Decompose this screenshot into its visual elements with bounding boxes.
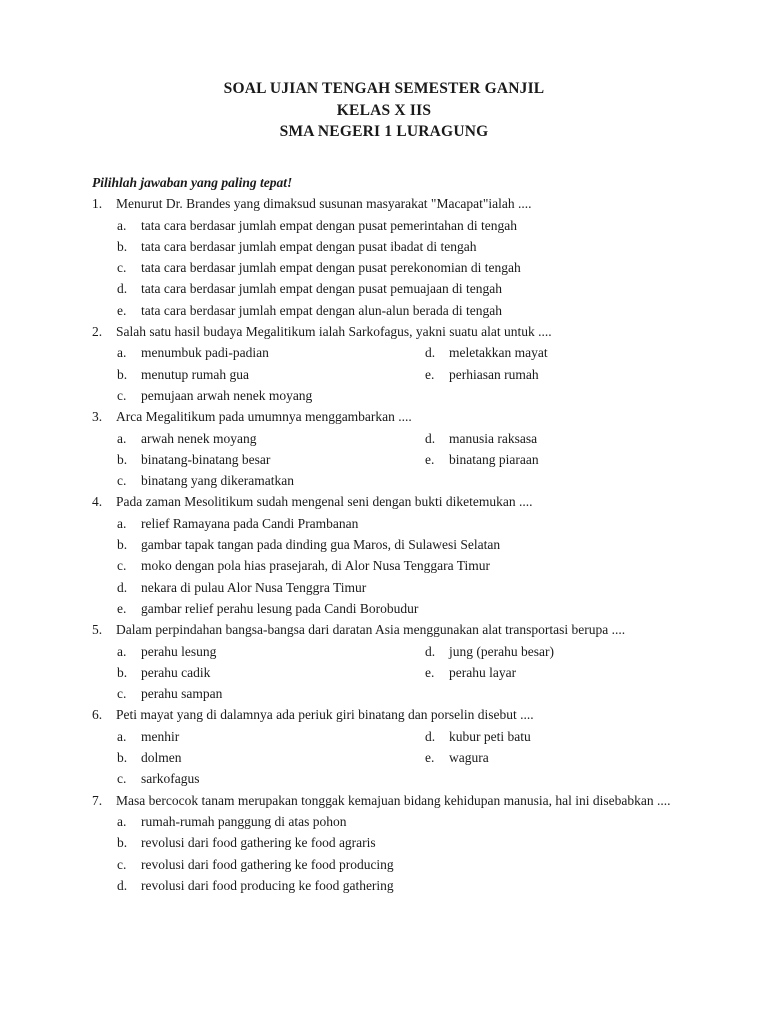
question-number: 2. bbox=[92, 324, 103, 340]
option-b bbox=[92, 832, 680, 853]
option-e bbox=[423, 747, 680, 768]
question-text: Menurut Dr. Brandes yang dimaksud susunan masyarakat "Macapat"ialah .... bbox=[116, 196, 532, 212]
option-letter: e. bbox=[425, 750, 435, 766]
question-7-options bbox=[92, 811, 680, 896]
question-number: 4. bbox=[92, 494, 103, 510]
option-d bbox=[92, 875, 680, 896]
question-2-options bbox=[92, 342, 680, 406]
option-letter: c. bbox=[117, 260, 127, 276]
question-7 bbox=[92, 790, 680, 811]
option-a bbox=[92, 513, 680, 534]
option-letter: d. bbox=[425, 430, 436, 446]
option-letter: e. bbox=[117, 600, 127, 616]
option-text: gambar relief perahu lesung pada Candi Borobudur bbox=[141, 600, 419, 616]
option-text: manusia raksasa bbox=[449, 430, 538, 446]
option-text: arwah nenek moyang bbox=[141, 430, 257, 446]
question-5-options bbox=[92, 641, 680, 705]
option-e bbox=[423, 364, 680, 385]
option-text: perahu layar bbox=[449, 664, 517, 680]
option-letter: c. bbox=[117, 387, 127, 403]
option-letter: a. bbox=[117, 728, 127, 744]
option-letter: b. bbox=[117, 664, 128, 680]
question-text: Pada zaman Mesolitikum sudah mengenal seni dengan bukti diketemukan .... bbox=[116, 494, 533, 510]
option-letter: b. bbox=[117, 238, 128, 254]
option-letter: c. bbox=[117, 686, 127, 702]
option-letter: d. bbox=[117, 579, 128, 595]
question-5 bbox=[92, 619, 680, 640]
option-letter: a. bbox=[117, 430, 127, 446]
question-4 bbox=[92, 491, 680, 512]
option-text: tata cara berdasar jumlah empat dengan pusat perekonomian di tengah bbox=[141, 260, 521, 276]
option-text: dolmen bbox=[141, 750, 182, 766]
option-text: revolusi dari food producing ke food gathering bbox=[141, 877, 394, 893]
option-letter: d. bbox=[425, 728, 436, 744]
option-text: menhir bbox=[141, 728, 180, 744]
question-3 bbox=[92, 406, 680, 427]
option-a bbox=[92, 726, 423, 747]
option-c bbox=[92, 854, 680, 875]
option-d bbox=[92, 278, 680, 299]
option-text: tata cara berdasar jumlah empat dengan pusat ibadat di tengah bbox=[141, 238, 477, 254]
question-6 bbox=[92, 704, 680, 725]
option-text: pemujaan arwah nenek moyang bbox=[141, 387, 313, 403]
option-letter: c. bbox=[117, 771, 127, 787]
option-c bbox=[92, 768, 423, 789]
option-text: jung (perahu besar) bbox=[449, 643, 554, 659]
option-letter: d. bbox=[117, 877, 128, 893]
option-letter: e. bbox=[425, 451, 435, 467]
option-letter: a. bbox=[117, 643, 127, 659]
option-text: nekara di pulau Alor Nusa Tenggra Timur bbox=[141, 579, 367, 595]
question-text: Masa bercocok tanam merupakan tonggak kemajuan bidang kehidupan manusia, hal ini disebabkan .... bbox=[116, 792, 671, 808]
option-letter: c. bbox=[117, 558, 127, 574]
option-letter: d. bbox=[425, 345, 436, 361]
option-letter: a. bbox=[117, 345, 127, 361]
option-text: relief Ramayana pada Candi Prambanan bbox=[141, 515, 359, 531]
option-b bbox=[92, 236, 680, 257]
option-text: gambar tapak tangan pada dinding gua Maros, di Sulawesi Selatan bbox=[141, 537, 501, 553]
option-e bbox=[423, 449, 680, 470]
option-a bbox=[92, 428, 423, 449]
option-letter: a. bbox=[117, 813, 127, 829]
option-letter: b. bbox=[117, 750, 128, 766]
option-b bbox=[92, 364, 423, 385]
question-text: Dalam perpindahan bangsa-bangsa dari daratan Asia menggunakan alat transportasi berupa .... bbox=[116, 622, 626, 638]
option-text: tata cara berdasar jumlah empat dengan pusat pemuajaan di tengah bbox=[141, 281, 502, 297]
option-text: moko dengan pola hias prasejarah, di Alor Nusa Tenggara Timur bbox=[141, 558, 490, 574]
option-e bbox=[92, 300, 680, 321]
option-d bbox=[423, 428, 680, 449]
option-letter: b. bbox=[117, 366, 128, 382]
option-letter: b. bbox=[117, 835, 128, 851]
instruction-text: Pilihlah jawaban yang paling tepat! bbox=[92, 175, 293, 190]
option-text: sarkofagus bbox=[141, 771, 200, 787]
option-letter: d. bbox=[117, 281, 128, 297]
question-4-options bbox=[92, 513, 680, 619]
option-letter: e. bbox=[117, 302, 127, 318]
option-text: rumah-rumah panggung di atas pohon bbox=[141, 813, 347, 829]
option-text: binatang-binatang besar bbox=[141, 451, 271, 467]
option-text: wagura bbox=[449, 750, 489, 766]
question-number: 6. bbox=[92, 707, 103, 723]
option-a bbox=[92, 215, 680, 236]
option-text: revolusi dari food gathering ke food producing bbox=[141, 856, 394, 872]
option-b bbox=[92, 747, 423, 768]
option-e bbox=[423, 662, 680, 683]
option-c bbox=[92, 385, 423, 406]
option-d bbox=[92, 577, 680, 598]
question-1 bbox=[92, 193, 680, 214]
question-1-options bbox=[92, 215, 680, 321]
option-letter: c. bbox=[117, 473, 127, 489]
question-2 bbox=[92, 321, 680, 342]
option-c bbox=[92, 683, 423, 704]
exam-header bbox=[0, 78, 768, 143]
exam-title: SOAL UJIAN TENGAH SEMESTER GANJIL bbox=[223, 80, 545, 97]
question-number: 3. bbox=[92, 409, 103, 425]
option-c bbox=[92, 257, 680, 278]
option-b bbox=[92, 534, 680, 555]
question-number: 1. bbox=[92, 196, 103, 212]
question-6-options bbox=[92, 726, 680, 790]
question-text: Salah satu hasil budaya Megalitikum ialah Sarkofagus, yakni suatu alat untuk .... bbox=[116, 324, 552, 340]
option-a bbox=[92, 811, 680, 832]
option-text: revolusi dari food gathering ke food agraris bbox=[141, 835, 376, 851]
option-letter: b. bbox=[117, 537, 128, 553]
option-letter: e. bbox=[425, 664, 435, 680]
option-b bbox=[92, 662, 423, 683]
question-3-options bbox=[92, 428, 680, 492]
exam-content bbox=[92, 172, 680, 896]
option-d bbox=[423, 342, 680, 363]
school-name: SMA NEGERI 1 LURAGUNG bbox=[279, 123, 489, 140]
option-letter: a. bbox=[117, 217, 127, 233]
option-a bbox=[92, 641, 423, 662]
option-text: tata cara berdasar jumlah empat dengan alun-alun berada di tengah bbox=[141, 302, 502, 318]
option-text: perahu cadik bbox=[141, 664, 211, 680]
option-letter: a. bbox=[117, 515, 127, 531]
option-text: tata cara berdasar jumlah empat dengan pusat pemerintahan di tengah bbox=[141, 217, 517, 233]
option-d bbox=[423, 726, 680, 747]
option-text: perahu lesung bbox=[141, 643, 217, 659]
option-text: meletakkan mayat bbox=[449, 345, 548, 361]
option-c bbox=[92, 470, 423, 491]
class-label: KELAS X IIS bbox=[336, 101, 432, 119]
question-text: Peti mayat yang di dalamnya ada periuk giri binatang dan porselin disebut .... bbox=[116, 707, 534, 723]
option-e bbox=[92, 598, 680, 619]
question-number: 7. bbox=[92, 792, 103, 808]
option-letter: d. bbox=[425, 643, 436, 659]
option-text: binatang yang dikeramatkan bbox=[141, 473, 294, 489]
option-text: menumbuk padi-padian bbox=[141, 345, 269, 361]
option-letter: e. bbox=[425, 366, 435, 382]
option-text: binatang piaraan bbox=[449, 451, 539, 467]
option-text: menutup rumah gua bbox=[141, 366, 249, 382]
option-text: kubur peti batu bbox=[449, 728, 531, 744]
option-text: perhiasan rumah bbox=[449, 366, 539, 382]
option-letter: c. bbox=[117, 856, 127, 872]
option-a bbox=[92, 342, 423, 363]
option-text: perahu sampan bbox=[141, 686, 223, 702]
option-d bbox=[423, 641, 680, 662]
option-c bbox=[92, 555, 680, 576]
option-letter: b. bbox=[117, 451, 128, 467]
question-number: 5. bbox=[92, 622, 103, 638]
option-b bbox=[92, 449, 423, 470]
question-text: Arca Megalitikum pada umumnya menggambarkan .... bbox=[116, 409, 412, 425]
